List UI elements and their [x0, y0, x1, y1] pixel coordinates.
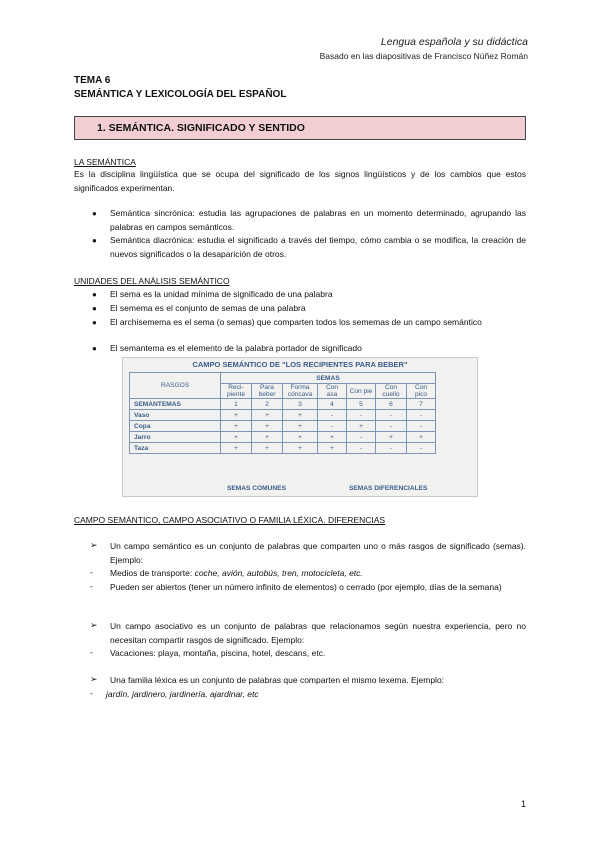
unidades-bullet: El archisemema es el sema (o semas) que comparten todos los sememas de un campo semántico: [110, 317, 482, 327]
dash-bullet: -: [90, 567, 93, 577]
column-number: 6: [376, 399, 407, 410]
table-cell: +: [407, 432, 436, 443]
table-cell: +: [283, 410, 318, 421]
table-cell: +: [283, 443, 318, 454]
campo-item-prefix: Medios de transporte:: [110, 568, 195, 578]
column-header: Para beber: [252, 384, 283, 399]
footer-differential-semas: SEMAS DIFERENCIALES: [349, 485, 428, 492]
campo-paragraph: Un campo asociativo es un conjunto de palabras que relacionamos según nuestra experiencia, pero no necesitan compartir rasgos de significado. Ejemplo:: [110, 621, 526, 645]
table-row: [130, 421, 436, 432]
column-number: 1: [221, 399, 252, 410]
campo-item: [110, 567, 526, 581]
column-header: Con asa: [318, 384, 347, 399]
table-cell: -: [318, 421, 347, 432]
bullet-dot: ●: [92, 290, 97, 299]
campo-item: jardín, jardinero, jardinería, ajardinar, etc: [106, 689, 259, 699]
campo-item: Pueden ser abiertos (tener un número infinito de elementos) o cerrado (por ejemplo, días de la semana): [110, 582, 502, 592]
table-cell: -: [318, 410, 347, 421]
table-row: [130, 432, 436, 443]
column-header: Con pie: [347, 384, 376, 399]
section-heading-box: [74, 116, 526, 140]
table-cell: +: [221, 410, 252, 421]
row-name: Jarro: [130, 432, 221, 443]
table-cell: +: [376, 432, 407, 443]
column-number: 3: [283, 399, 318, 410]
campo-heading: CAMPO SEMÁNTICO, CAMPO ASOCIATIVO O FAMILIA LÉXICA. DIFERENCIAS: [74, 515, 386, 525]
arrow-bullet-icon: ➢: [90, 540, 98, 550]
arrow-bullet-icon: ➢: [90, 620, 98, 630]
row-name: Copa: [130, 421, 221, 432]
table-cell: -: [407, 410, 436, 421]
rasgos-label: RASGOS: [130, 373, 221, 399]
semantica-definition: Es la disciplina lingüística que se ocupa del significado de los signos lingüísticos y de los cambios que estos significados experimentan.: [74, 169, 526, 193]
table-row: [130, 410, 436, 421]
unidades-bullet: El semantema es el elemento de la palabra portador de significado: [110, 343, 362, 353]
semas-label: SEMAS: [221, 373, 436, 384]
bullet-dot: ●: [92, 209, 97, 218]
bullet-dot: ●: [92, 236, 97, 245]
table-cell: +: [318, 432, 347, 443]
column-number: 5: [347, 399, 376, 410]
campo-paragraph: Una familia léxica es un conjunto de palabras que comparten el mismo lexema. Ejemplo:: [110, 675, 445, 685]
semantemas-label: SEMANTEMAS: [130, 399, 221, 410]
bullet-dot: ●: [92, 344, 97, 353]
table-cell: +: [252, 421, 283, 432]
unidades-heading: UNIDADES DEL ANÁLISIS SEMÁNTICO: [74, 276, 230, 286]
tema-label: TEMA 6: [74, 75, 111, 86]
campo-item: Vacaciones: playa, montaña, piscina, hotel, descans, etc.: [110, 648, 326, 658]
column-header: Forma cóncava: [283, 384, 318, 399]
semantica-heading: LA SEMÁNTICA: [74, 157, 136, 167]
arrow-bullet-icon: ➢: [90, 674, 98, 684]
campo-item-examples: coche, avión, autobús, tren, motocicleta, etc.: [194, 568, 363, 578]
table-cell: -: [347, 410, 376, 421]
row-name: Taza: [130, 443, 221, 454]
table-cell: +: [221, 432, 252, 443]
dash-bullet: -: [90, 688, 93, 698]
column-number: 2: [252, 399, 283, 410]
figure-caption: CAMPO SEMÁNTICO DE "LOS RECIPIENTES PARA BEBER": [192, 360, 408, 369]
table-cell: -: [347, 432, 376, 443]
semantic-field-figure: [122, 357, 478, 497]
semantica-bullet: Semántica diacrónica: estudia el significado a través del tiempo, cómo cambia o se modifica, la creación de nuevos significados o la desaparición de otros.: [110, 235, 526, 259]
column-header: Con cuello: [376, 384, 407, 399]
table-cell: +: [283, 432, 318, 443]
table-cell: +: [252, 443, 283, 454]
campo-paragraph: Un campo semántico es un conjunto de palabras que comparten uno o más rasgos de significado (semas). Ejemplo:: [110, 541, 526, 565]
column-header: Con pico: [407, 384, 436, 399]
table-cell: +: [318, 443, 347, 454]
table-cell: +: [347, 421, 376, 432]
table-cell: +: [221, 443, 252, 454]
section-heading: 1. SEMÁNTICA. SIGNIFICADO Y SENTIDO: [97, 122, 305, 134]
column-number: 4: [318, 399, 347, 410]
table-cell: +: [221, 421, 252, 432]
table-cell: -: [376, 443, 407, 454]
unidades-bullet: El semema es el conjunto de semas de una palabra: [110, 303, 306, 313]
table-cell: -: [407, 421, 436, 432]
dash-bullet: -: [90, 647, 93, 657]
table-cell: -: [376, 421, 407, 432]
bullet-dot: ●: [92, 304, 97, 313]
dash-bullet: -: [90, 581, 93, 591]
column-number: 7: [407, 399, 436, 410]
footer-common-semas: SEMAS COMUNES: [227, 485, 286, 492]
table-cell: +: [283, 421, 318, 432]
page-number: 1: [520, 799, 526, 809]
table-cell: +: [252, 410, 283, 421]
semantica-bullet: Semántica sincrónica: estudia las agrupaciones de palabras en un momento determinado, agrupando las palabras en campos semánticos.: [110, 208, 526, 232]
column-header: Reci-piente: [221, 384, 252, 399]
table-row: [130, 443, 436, 454]
tema-title: SEMÁNTICA Y LEXICOLOGÍA DEL ESPAÑOL: [74, 89, 287, 100]
table-cell: -: [407, 443, 436, 454]
semantic-field-table: [129, 372, 436, 454]
header-subtitle: Basado en las diapositivas de Francisco Núñez Román: [319, 51, 528, 61]
header-title: Lengua española y su didáctica: [380, 36, 528, 48]
table-cell: -: [376, 410, 407, 421]
table-cell: +: [252, 432, 283, 443]
unidades-bullet: El sema es la unidad mínima de significado de una palabra: [110, 289, 333, 299]
row-name: Vaso: [130, 410, 221, 421]
bullet-dot: ●: [92, 318, 97, 327]
table-cell: -: [347, 443, 376, 454]
